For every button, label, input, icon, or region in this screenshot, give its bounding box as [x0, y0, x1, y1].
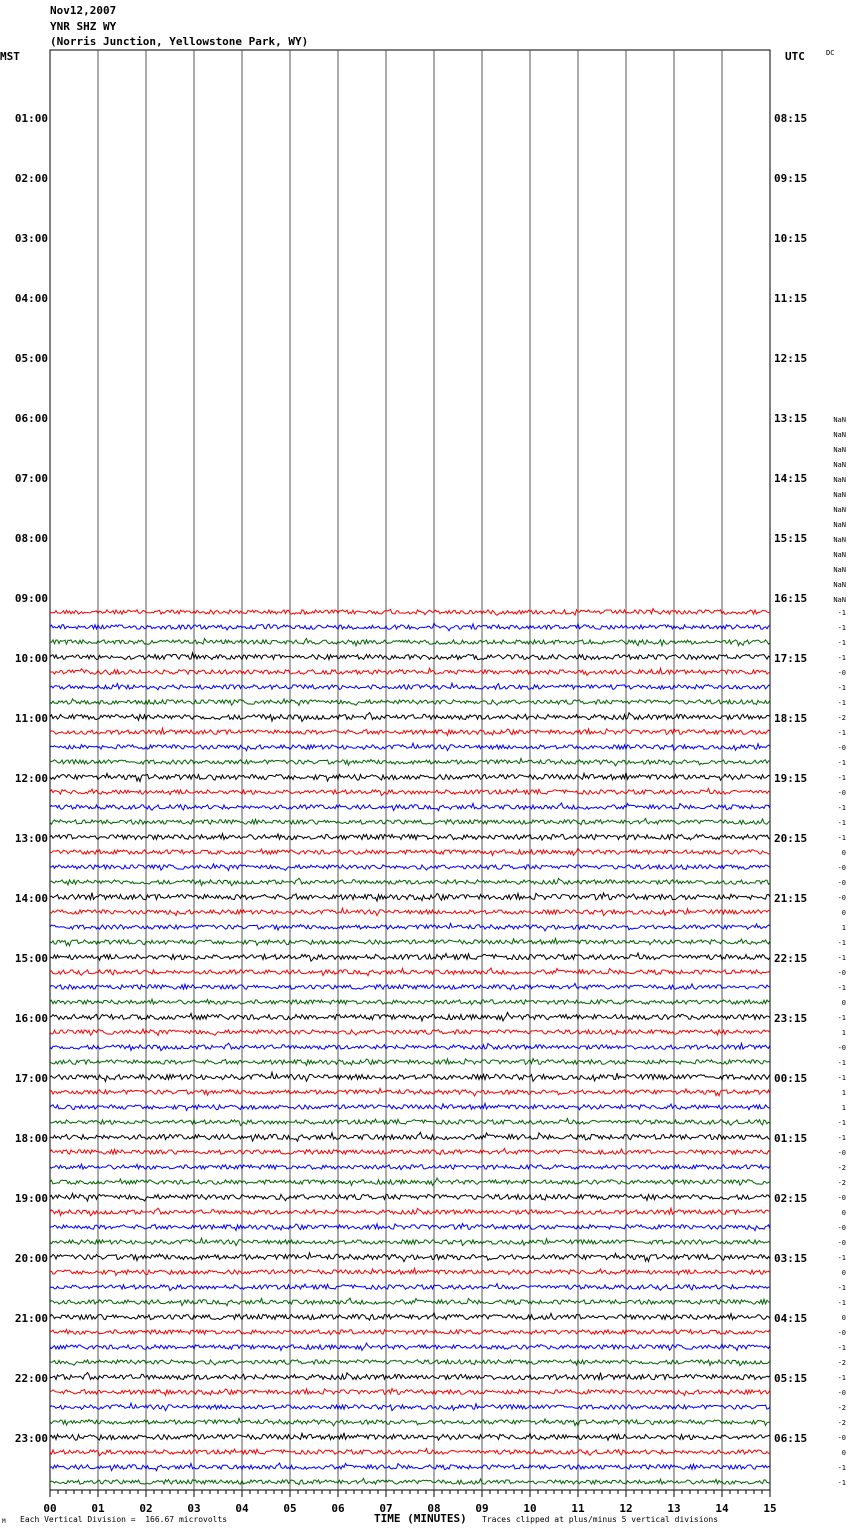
row-offset-label: -2 [837, 1404, 846, 1412]
row-offset-label: -0 [837, 879, 846, 887]
row-offset-label: 0 [841, 999, 846, 1007]
x-tick-label: 14 [715, 1502, 729, 1515]
x-tick-label: 10 [523, 1502, 537, 1515]
seismic-trace [50, 803, 770, 811]
seismic-trace [50, 1238, 770, 1246]
x-axis-label: TIME (MINUTES) [374, 1512, 467, 1525]
right-hour-label: 02:15 [774, 1192, 808, 1205]
left-hour-label: 14:00 [14, 892, 48, 905]
row-offset-label: -1 [837, 609, 846, 617]
seismic-trace [50, 1373, 770, 1380]
row-offset-label: 0 [841, 909, 846, 917]
left-hour-label: 12:00 [14, 772, 48, 785]
row-offset-label: -2 [837, 1179, 846, 1187]
seismic-trace [50, 713, 770, 722]
scale-note: Each Vertical Division = 166.67 microvolts [20, 1515, 228, 1524]
seismic-trace [50, 983, 770, 989]
row-offset-label: -1 [837, 1284, 846, 1292]
right-hour-label: 11:15 [774, 292, 808, 305]
header-date: Nov12,2007 [50, 4, 117, 17]
seismic-trace [50, 1449, 770, 1456]
clip-note: Traces clipped at plus/minus 5 vertical divisions [482, 1515, 719, 1524]
seismic-trace [50, 1132, 770, 1141]
dc-label: DC [826, 49, 835, 57]
row-offset-label: -0 [837, 1044, 846, 1052]
row-offset-label: -1 [837, 1074, 846, 1082]
seismic-trace [50, 653, 770, 660]
row-offset-label: -0 [837, 894, 846, 902]
right-hour-label: 14:15 [774, 472, 808, 485]
x-tick-label: 13 [667, 1502, 681, 1515]
seismic-trace [50, 953, 770, 961]
seismic-trace [50, 1119, 770, 1126]
left-hour-label: 03:00 [14, 232, 48, 245]
seismic-trace [50, 699, 770, 706]
seismic-trace [50, 743, 770, 751]
row-offset-label: -2 [837, 714, 846, 722]
row-offset-label: NaN [833, 476, 846, 484]
row-offset-label: 0 [841, 849, 846, 857]
row-offset-label: -0 [837, 1224, 846, 1232]
seismic-trace [50, 1403, 770, 1411]
x-tick-label: 08 [427, 1502, 441, 1515]
left-hour-label: 13:00 [14, 832, 48, 845]
x-tick-label: 12 [619, 1502, 633, 1515]
left-hour-label: 19:00 [14, 1192, 48, 1205]
row-offset-label: -0 [837, 1194, 846, 1202]
seismic-trace [50, 1360, 770, 1366]
row-offset-label: -1 [837, 759, 846, 767]
right-hour-label: 12:15 [774, 352, 808, 365]
seismic-trace [50, 908, 770, 916]
seismic-trace [50, 1208, 770, 1216]
seismic-trace [50, 789, 770, 796]
seismic-trace [50, 1043, 770, 1051]
seismic-trace [50, 818, 770, 824]
seismic-trace [50, 834, 770, 840]
seismic-trace [50, 1478, 770, 1484]
row-offset-label: 0 [841, 1209, 846, 1217]
right-hour-label: 17:15 [774, 652, 808, 665]
left-corner-label: MST [0, 50, 20, 63]
seismic-trace [50, 864, 770, 871]
row-offset-label: -1 [837, 819, 846, 827]
left-hour-label: 20:00 [14, 1252, 48, 1265]
seismic-trace [50, 968, 770, 976]
row-offset-label: 0 [841, 1314, 846, 1322]
row-offset-label: -1 [837, 1479, 846, 1487]
row-offset-label: -1 [837, 1014, 846, 1022]
left-hour-label: 05:00 [14, 352, 48, 365]
left-hour-label: 23:00 [14, 1432, 48, 1445]
seismic-trace [50, 893, 770, 902]
seismic-trace [50, 878, 770, 886]
row-offset-label: -0 [837, 1329, 846, 1337]
row-offset-label: -1 [837, 1254, 846, 1262]
seismic-trace [50, 1088, 770, 1096]
seismic-trace [50, 1253, 770, 1262]
x-tick-label: 03 [187, 1502, 201, 1515]
row-offset-label: -1 [837, 834, 846, 842]
row-offset-label: -0 [837, 1149, 846, 1157]
row-offset-label: NaN [833, 596, 846, 604]
row-offset-label: NaN [833, 491, 846, 499]
right-hour-label: 18:15 [774, 712, 808, 725]
row-offset-label: NaN [833, 581, 846, 589]
seismic-trace [50, 1178, 770, 1185]
left-hour-label: 07:00 [14, 472, 48, 485]
x-tick-label: 02 [139, 1502, 153, 1515]
row-offset-label: 1 [841, 1104, 846, 1112]
x-tick-label: 04 [235, 1502, 249, 1515]
seismic-trace [50, 1313, 770, 1320]
seismic-trace [50, 1329, 770, 1335]
x-tick-label: 15 [763, 1502, 777, 1515]
left-hour-label: 22:00 [14, 1372, 48, 1385]
seismic-trace [50, 639, 770, 646]
header-station: YNR SHZ WY [50, 20, 117, 33]
seismic-trace [50, 1268, 770, 1275]
seismic-trace [50, 668, 770, 675]
x-tick-label: 07 [379, 1502, 393, 1515]
right-hour-label: 01:15 [774, 1132, 808, 1145]
row-offset-label: -1 [837, 1059, 846, 1067]
right-hour-label: 05:15 [774, 1372, 808, 1385]
right-hour-label: 03:15 [774, 1252, 808, 1265]
row-offset-label: -1 [837, 1344, 846, 1352]
right-hour-label: 09:15 [774, 172, 808, 185]
seismic-trace [50, 1029, 770, 1036]
row-offset-label: NaN [833, 506, 846, 514]
row-offset-label: -1 [837, 699, 846, 707]
x-tick-label: 00 [43, 1502, 57, 1515]
left-hour-label: 08:00 [14, 532, 48, 545]
seismic-trace [50, 1389, 770, 1396]
seismic-trace [50, 773, 770, 782]
row-offset-label: NaN [833, 536, 846, 544]
row-offset-label: -0 [837, 669, 846, 677]
row-offset-label: -1 [837, 654, 846, 662]
row-offset-label: NaN [833, 446, 846, 454]
seismic-trace [50, 1298, 770, 1306]
row-offset-label: 1 [841, 1029, 846, 1037]
seismic-trace [50, 728, 770, 735]
row-offset-label: -2 [837, 1359, 846, 1367]
seismic-trace [50, 1433, 770, 1441]
left-hour-label: 09:00 [14, 592, 48, 605]
right-hour-label: 23:15 [774, 1012, 808, 1025]
row-offset-label: NaN [833, 521, 846, 529]
row-offset-label: NaN [833, 431, 846, 439]
right-hour-label: 04:15 [774, 1312, 808, 1325]
seismic-trace [50, 1164, 770, 1169]
right-hour-label: 22:15 [774, 952, 808, 965]
seismic-trace [50, 609, 770, 616]
seismic-trace [50, 1463, 770, 1471]
seismic-trace [50, 623, 770, 631]
x-tick-label: 11 [571, 1502, 585, 1515]
seismic-trace [50, 1059, 770, 1066]
right-hour-label: 06:15 [774, 1432, 808, 1445]
right-corner-label: UTC [785, 50, 805, 63]
left-hour-label: 10:00 [14, 652, 48, 665]
seismic-trace [50, 1012, 770, 1021]
right-hour-label: 08:15 [774, 112, 808, 125]
right-hour-label: 13:15 [774, 412, 808, 425]
row-offset-label: -1 [837, 684, 846, 692]
left-hour-label: 06:00 [14, 412, 48, 425]
row-offset-label: -0 [837, 1389, 846, 1397]
x-tick-label: 01 [91, 1502, 105, 1515]
row-offset-label: 0 [841, 1449, 846, 1457]
seismic-trace [50, 1072, 770, 1081]
row-offset-label: -1 [837, 639, 846, 647]
header-location: (Norris Junction, Yellowstone Park, WY) [50, 35, 309, 48]
right-hour-label: 19:15 [774, 772, 808, 785]
left-hour-label: 21:00 [14, 1312, 48, 1325]
seismic-trace [50, 923, 770, 931]
seismic-trace [50, 938, 770, 945]
row-offset-label: -0 [837, 1434, 846, 1442]
right-hour-label: 15:15 [774, 532, 808, 545]
seismic-trace [50, 1148, 770, 1154]
row-offset-label: 0 [841, 1269, 846, 1277]
row-offset-label: -1 [837, 774, 846, 782]
left-hour-label: 02:00 [14, 172, 48, 185]
left-hour-label: 01:00 [14, 112, 48, 125]
row-offset-label: NaN [833, 551, 846, 559]
left-hour-label: 04:00 [14, 292, 48, 305]
row-offset-label: 1 [841, 1089, 846, 1097]
row-offset-label: NaN [833, 461, 846, 469]
right-hour-label: 10:15 [774, 232, 808, 245]
seismic-trace [50, 1343, 770, 1350]
row-offset-label: -1 [837, 939, 846, 947]
x-tick-label: 05 [283, 1502, 297, 1515]
right-hour-label: 16:15 [774, 592, 808, 605]
x-tick-label: 09 [475, 1502, 489, 1515]
row-offset-label: -0 [837, 1239, 846, 1247]
row-offset-label: -0 [837, 744, 846, 752]
left-hour-label: 11:00 [14, 712, 48, 725]
right-hour-label: 00:15 [774, 1072, 808, 1085]
row-offset-label: 1 [841, 924, 846, 932]
row-offset-label: -2 [837, 1419, 846, 1427]
seismic-trace [50, 758, 770, 766]
row-offset-label: -2 [837, 1164, 846, 1172]
seismic-trace [50, 1103, 770, 1110]
row-offset-label: -1 [837, 1299, 846, 1307]
row-offset-label: -1 [837, 804, 846, 812]
seismic-trace [50, 848, 770, 855]
right-hour-label: 21:15 [774, 892, 808, 905]
row-offset-label: -1 [837, 954, 846, 962]
x-tick-label: 06 [331, 1502, 345, 1515]
corner-mark: M [2, 1518, 6, 1525]
seismic-trace [50, 999, 770, 1004]
row-offset-label: -1 [837, 624, 846, 632]
seismic-trace [50, 1284, 770, 1291]
row-offset-label: NaN [833, 566, 846, 574]
left-hour-label: 17:00 [14, 1072, 48, 1085]
left-hour-label: 18:00 [14, 1132, 48, 1145]
left-hour-label: 16:00 [14, 1012, 48, 1025]
left-hour-label: 15:00 [14, 952, 48, 965]
seismic-trace [50, 1418, 770, 1426]
row-offset-label: -1 [837, 1119, 846, 1127]
row-offset-label: -1 [837, 1134, 846, 1142]
seismic-trace [50, 683, 770, 690]
seismic-trace [50, 1224, 770, 1231]
row-offset-label: NaN [833, 416, 846, 424]
seismic-trace [50, 1193, 770, 1201]
row-offset-label: -0 [837, 969, 846, 977]
row-offset-label: -1 [837, 1374, 846, 1382]
row-offset-label: -0 [837, 864, 846, 872]
row-offset-label: -1 [837, 1464, 846, 1472]
row-offset-label: -0 [837, 789, 846, 797]
row-offset-label: -1 [837, 729, 846, 737]
row-offset-label: -1 [837, 984, 846, 992]
right-hour-label: 20:15 [774, 832, 808, 845]
